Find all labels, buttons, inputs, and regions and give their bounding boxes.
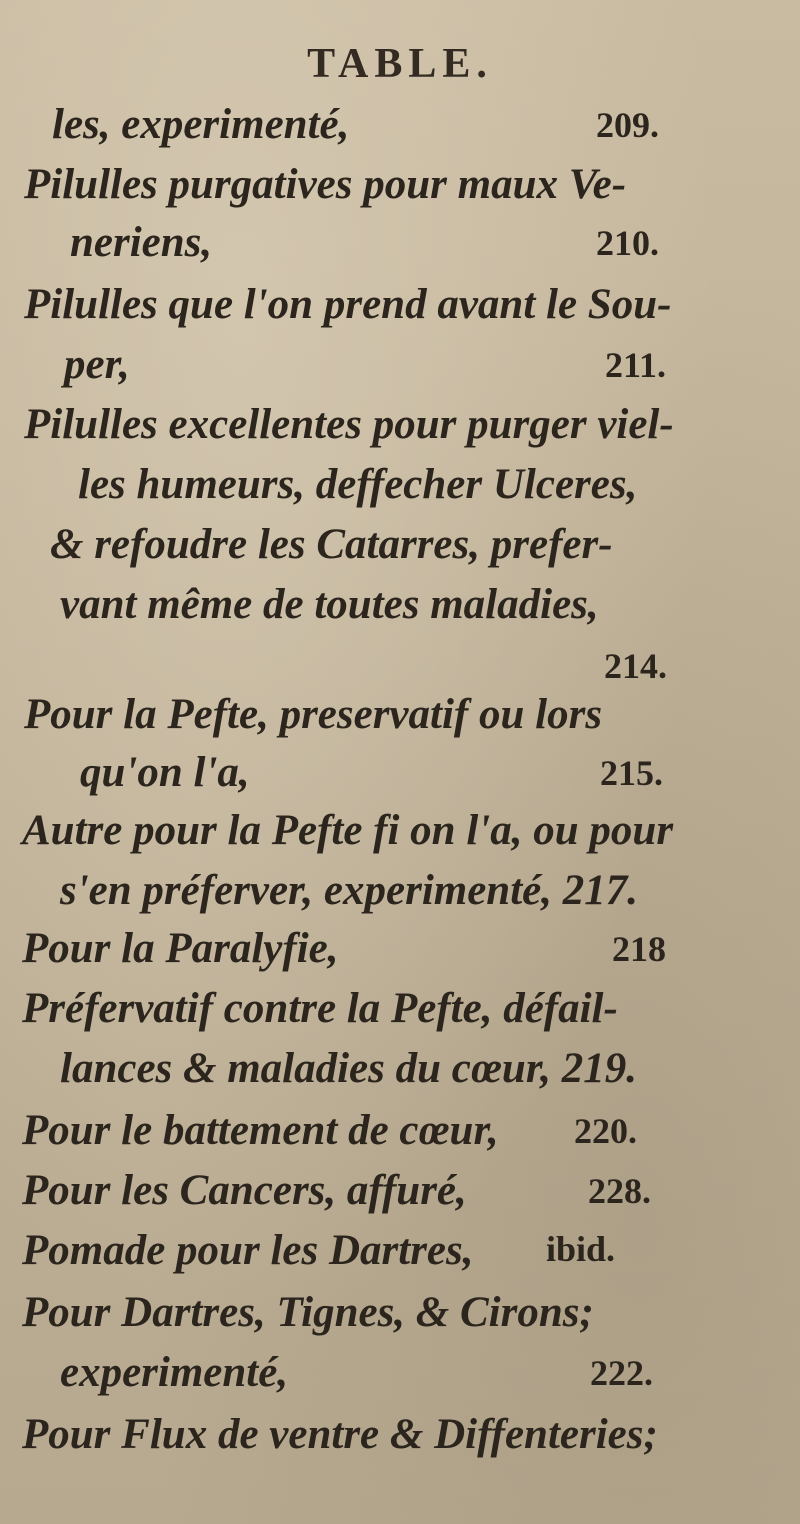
entry-text: s'en préferver, experimenté, 217. xyxy=(60,867,639,914)
entry-page: 210. xyxy=(596,223,659,263)
entry-text: Pilulles purgatives pour maux Ve- xyxy=(24,161,627,208)
entry-text: & refoudre les Catarres, prefer- xyxy=(50,521,613,568)
entry-text: Pilulles excellentes pour purger viel- xyxy=(24,401,674,448)
entry-text: Autre pour la Pefte fi on l'a, ou pour xyxy=(22,807,674,854)
entry-text: vant même de toutes maladies, xyxy=(60,581,599,628)
entry-text: lances & maladies du cœur, 219. xyxy=(60,1045,637,1092)
entry-page: 228. xyxy=(588,1171,651,1211)
entry-page: 215. xyxy=(600,753,663,793)
entry-text: Pour la Pefte, preservatif ou lors xyxy=(24,691,603,738)
entry-text: Pour la Paralyfie, xyxy=(22,925,339,972)
entry-text: Pilulles que l'on prend avant le Sou- xyxy=(24,281,672,328)
entry-text: Préfervatif contre la Pefte, défail- xyxy=(22,985,618,1032)
page-title: TABLE. xyxy=(307,41,493,87)
entry-page: 211. xyxy=(605,345,667,385)
entry-text: neriens, xyxy=(70,219,213,266)
entry-text: per, xyxy=(64,341,130,388)
entry-text: les humeurs, deffecher Ulceres, xyxy=(78,461,638,508)
entry-text: Pour Flux de ventre & Diffenteries; xyxy=(22,1411,658,1458)
entry-page: 214. xyxy=(604,646,667,686)
entry-text: les, experimenté, xyxy=(52,101,350,148)
entry-text: Pour Dartres, Tignes, & Cirons; xyxy=(22,1289,594,1336)
entry-text: Pour les Cancers, affuré, xyxy=(22,1167,467,1214)
entry-page: ibid. xyxy=(546,1229,616,1269)
entry-page: 218 xyxy=(612,929,666,969)
entry-text: experimenté, xyxy=(60,1349,289,1396)
entry-text: qu'on l'a, xyxy=(80,749,250,796)
entry-page: 222. xyxy=(590,1353,653,1393)
entry-page: 220. xyxy=(574,1111,637,1151)
entry-page: 209. xyxy=(596,105,659,145)
entry-text: Pour le battement de cœur, xyxy=(22,1107,499,1154)
entry-text: Pomade pour les Dartres, xyxy=(22,1227,474,1274)
